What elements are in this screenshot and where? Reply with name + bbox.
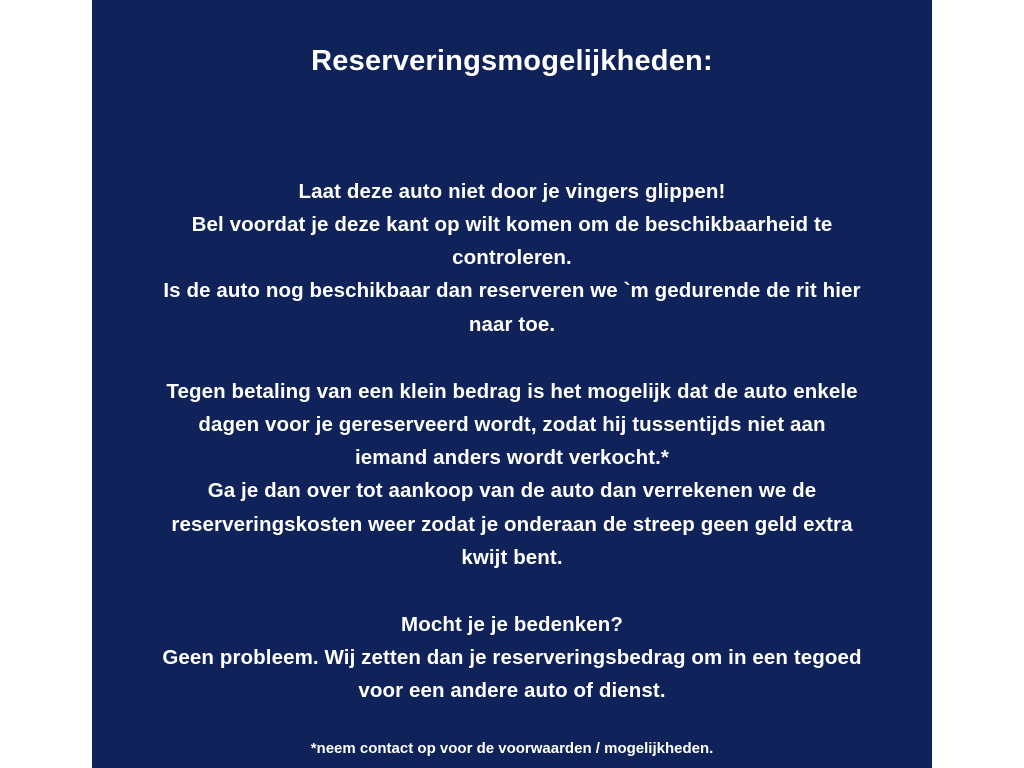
footnote: *neem contact op voor de voorwaarden / mogelijkheden. [310, 739, 714, 757]
paragraph-block-1 [132, 175, 892, 341]
spacer [132, 79, 892, 125]
info-panel [92, 0, 932, 768]
spacer [132, 341, 892, 375]
paragraph-line: Geen probleem. Wij zetten dan je reserveringsbedrag om in een tegoed voor een andere auto of dienst. [162, 646, 862, 703]
paragraph-line: Is de auto nog beschikbaar dan reserveren we `m gedurende de rit hier naar toe. [163, 279, 861, 336]
paragraph-block-2 [132, 375, 892, 574]
spacer [132, 574, 892, 608]
paragraph-line: Bel voordat je deze kant op wilt komen om de beschikbaarheid te controleren. [191, 213, 833, 270]
paragraph-block-3 [132, 608, 892, 708]
paragraph-line: Laat deze auto niet door je vingers glippen! [298, 179, 726, 203]
spacer [132, 708, 892, 738]
paragraph-line: Ga je dan over tot aankoop van de auto dan verrekenen we de reserveringskosten weer zodat je onderaan de streep geen geld extra kwijt bent. [171, 479, 853, 569]
paragraph-line: Tegen betaling van een klein bedrag is het mogelijk dat de auto enkele dagen voor je gereserveerd wordt, zodat hij tussentijds niet aan iemand anders wordt verkocht.* [166, 379, 858, 470]
paragraph-line: Mocht je je bedenken? [401, 613, 623, 637]
page-title: Reserveringsmogelijkheden: [311, 45, 713, 77]
